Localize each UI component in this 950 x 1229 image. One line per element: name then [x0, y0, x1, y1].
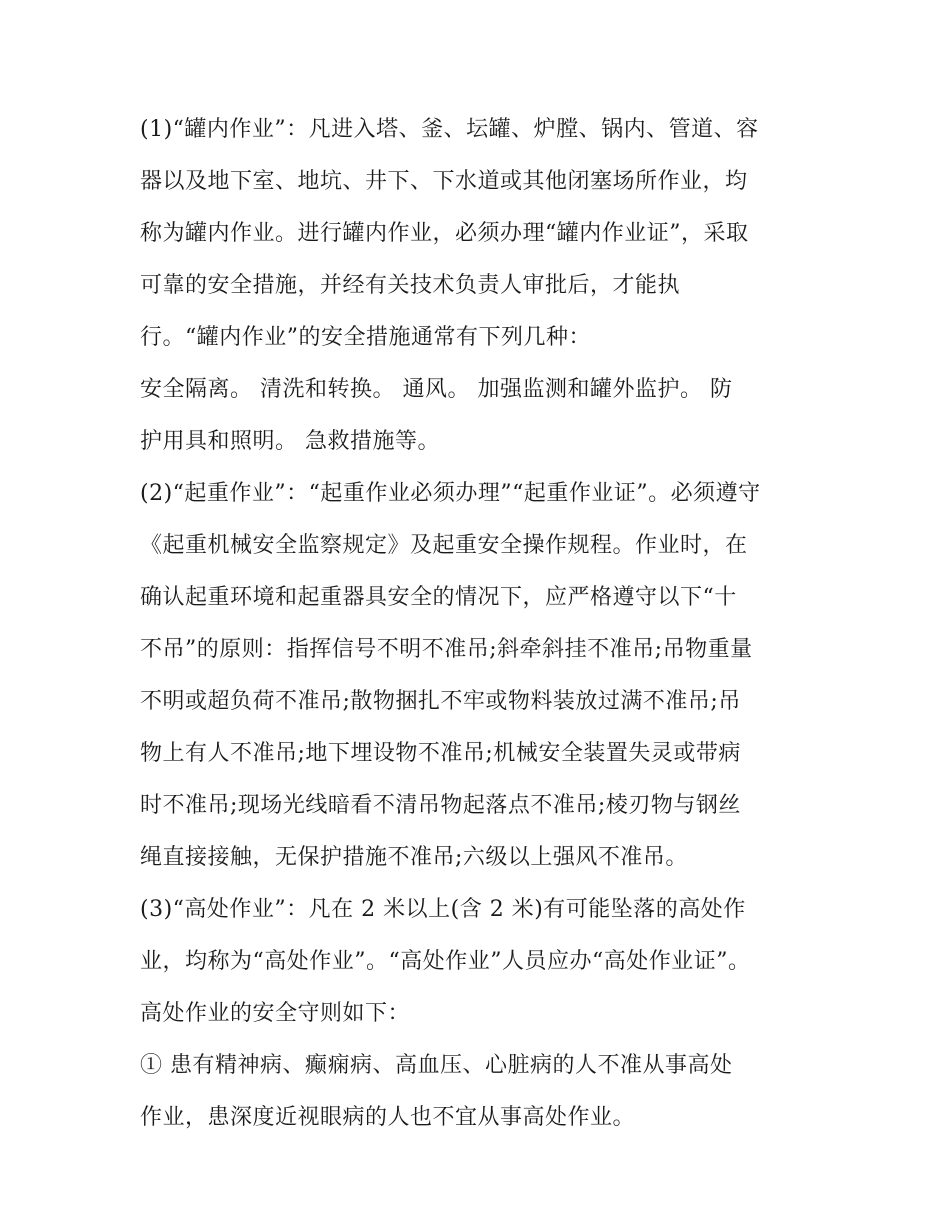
text-line: 高处作业的安全守则如下： — [140, 1001, 411, 1026]
text-line: 安全隔离。 清洗和转换。 通风。 加强监测和罐外监护。 防 — [140, 377, 733, 402]
text-line: 确认起重环境和起重器具安全的情况下，应严格遵守以下“十 — [140, 585, 737, 610]
text-line: 绳直接接触，无保护措施不准吊;六级以上强风不准吊。 — [140, 845, 688, 870]
text-line: 护用具和照明。 急救措施等。 — [140, 429, 440, 454]
text-line: 不明或超负荷不准吊;散物捆扎不牢或物料装放过满不准吊;吊 — [140, 689, 741, 714]
text-line: 器以及地下室、地坑、井下、下水道或其他闭塞场所作业，均 — [140, 169, 748, 194]
text-line: 行。“罐内作业”的安全措施通常有下列几种： — [140, 325, 591, 350]
text-line: 物上有人不准吊;地下埋设物不准吊;机械安全装置失灵或带病 — [140, 741, 741, 766]
text-line: 《起重机械安全监察规定》及起重安全操作规程。作业时，在 — [140, 533, 748, 558]
text-line: 时不准吊;现场光线暗看不清吊物起落点不准吊;棱刃物与钢丝 — [140, 793, 741, 818]
text-line: 可靠的安全措施，并经有关技术负责人审批后，才能执 — [140, 273, 681, 298]
text-line: ① 患有精神病、癫痫病、高血压、心脏病的人不准从事高处 — [140, 1053, 733, 1078]
text-line: (3)“高处作业”：凡在 2 米以上(含 2 米)有可能坠落的高处作 — [140, 897, 746, 922]
text-line: 业，均称为“高处作业”。“高处作业”人员应办“高处作业证”。 — [140, 949, 751, 974]
document-body — [140, 104, 820, 1144]
text-line: 作业，患深度近视眼病的人也不宜从事高处作业。 — [140, 1105, 636, 1130]
text-line: (2)“起重作业”：“起重作业必须办理”“起重作业证”。必须遵守 — [140, 481, 761, 506]
text-line: 称为罐内作业。进行罐内作业，必须办理“罐内作业证”，采取 — [140, 221, 749, 246]
text-line: 不吊”的原则：指挥信号不明不准吊;斜牵斜挂不准吊;吊物重量 — [140, 637, 753, 662]
text-line: (1)“罐内作业”：凡进入塔、釜、坛罐、炉膛、锅内、管道、容 — [140, 117, 759, 142]
